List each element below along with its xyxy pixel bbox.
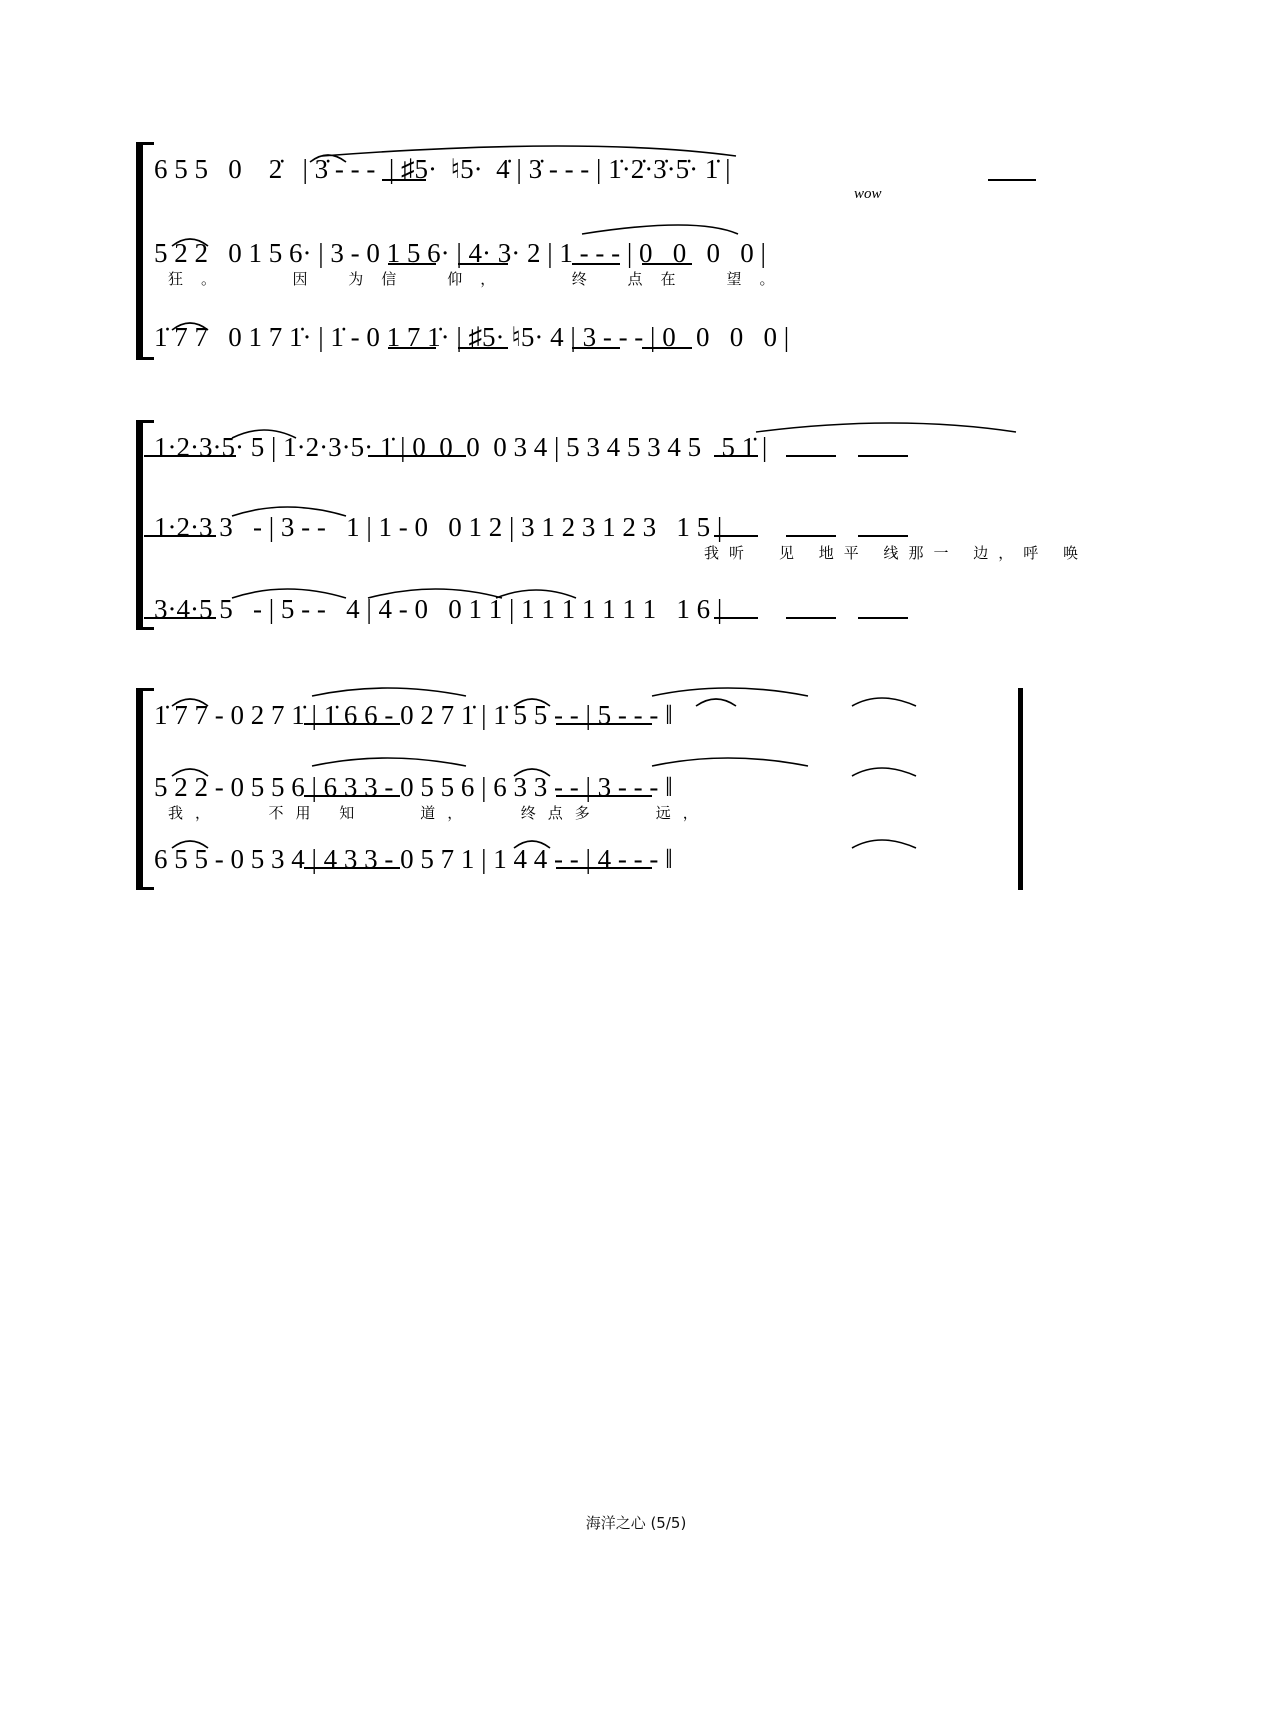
system-bracket-cap-top: [136, 420, 154, 423]
system-bracket: [136, 420, 143, 630]
system-1: [136, 130, 1036, 360]
lyric-row: 我， 不用 知 道， 终点多 远，: [168, 804, 710, 822]
system-bracket-cap-bot: [136, 887, 154, 890]
lyric-row: 狂。 因 为信 仰， 终 点在 望。: [168, 270, 793, 288]
system-bracket: [136, 688, 143, 890]
note-row: 5 2 2 0 1 5 6· | 3 - 0 1 5 6· | 4· 3· 2 | 1 - - - | 0 0 0 0 |: [154, 238, 766, 268]
system-bracket: [136, 142, 143, 360]
system-bracket-cap-bot: [136, 357, 154, 360]
lyric-row: 我听 见 地平 线那一 边，呼 唤: [704, 544, 1089, 562]
system-3: [136, 680, 1036, 890]
system-2: [136, 412, 1089, 632]
page-footer: 海洋之心 (5/5): [585, 1514, 687, 1532]
note-row: 6 5 5 - 0 5 3 4 | 4 3 3 - 0 5 7 1 | 1 4 4 - - | 4 - - - ‖: [154, 844, 673, 874]
note-row: 1·2·3·5· 5 | 1·2·3·5· 1̇ | 0 0 0 0 3 4 | 5 3 4 5 3 4 5 5 1̇ |: [154, 432, 768, 462]
note-row: 1·2·3 3 - | 3 - - 1 | 1 - 0 0 1 2 | 3 1 2 3 1 2 3 1 5 |: [154, 512, 723, 542]
system-bracket-cap-top: [136, 688, 154, 691]
note-row: 5 2 2 - 0 5 5 6 | 6 3 3 - 0 5 5 6 | 6 3 3 - - | 3 - - - ‖: [154, 772, 673, 802]
lyric-row-en: wow: [854, 186, 882, 202]
system-bracket-cap-top: [136, 142, 154, 145]
note-row: 6 5 5 0 2̇ | 3̇ - - - | ♯5· ♮5· 4̇ | 3̇ - - - | 1̇·2̇·3̇·5̇· 1̇ |: [154, 154, 731, 184]
note-row: 1̇ 7 7 - 0 2 7 1̇ | 1̇ 6 6 - 0 2 7 1̇ | 1̇ 5 5 - - | 5 - - - ‖: [154, 700, 673, 730]
system-bracket-cap-bot: [136, 627, 154, 630]
note-row: 3·4·5 5 - | 5 - - 4 | 4 - 0 0 1 1 | 1 1 1 1 1 1 1 1 6 |: [154, 594, 723, 624]
note-row: 1̇ 7 7 0 1 7 1̇· | 1̇ - 0 1 7 1̇· | ♯5· ♮5· 4 | 3 - - - | 0 0 0 0 |: [154, 322, 790, 352]
final-barline: [1018, 688, 1023, 890]
